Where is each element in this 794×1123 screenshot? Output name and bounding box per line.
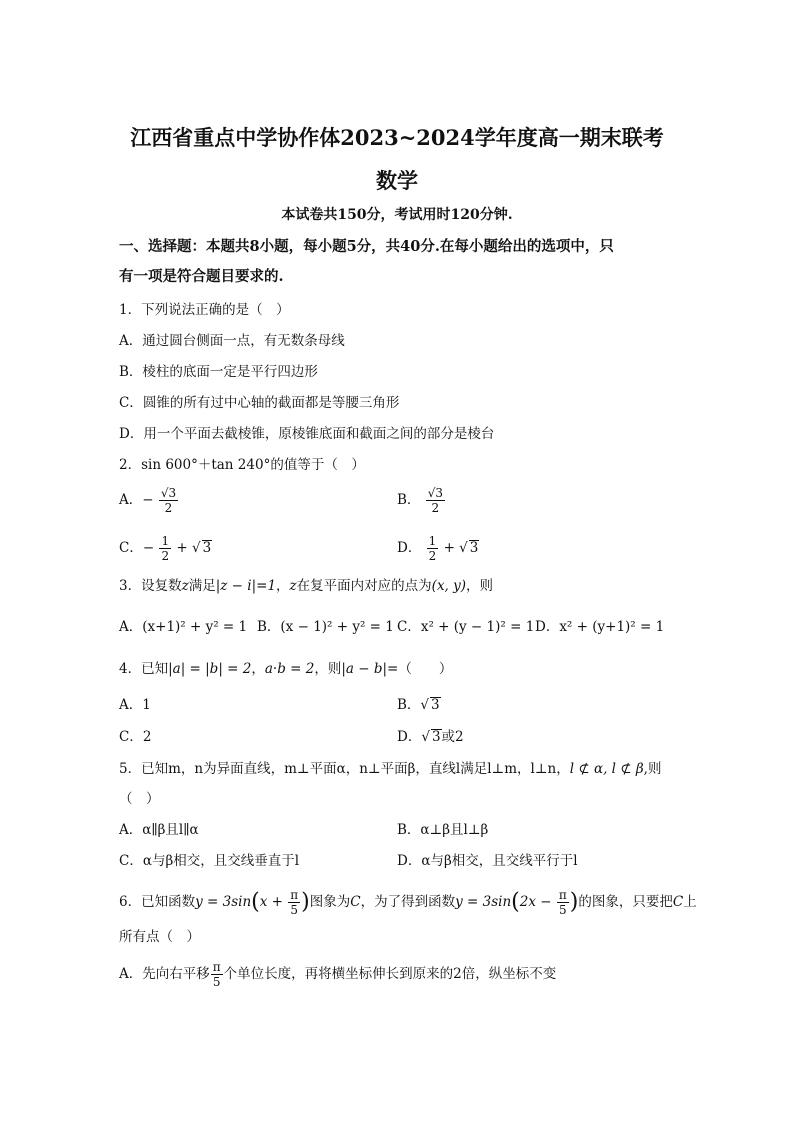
q2-b-fraction: $\frac{√3}{2}$ — [427, 486, 443, 515]
q4-option-b: B．√ 3 — [397, 697, 440, 713]
q3-option-a: A．(x+1)² + y² = 1 — [119, 619, 248, 635]
q5-stem: 5．已知m，n为异面直线，m⊥平面α，n⊥平面β，直线l满足l⊥m，l⊥n，l ⊄ α, l ⊄ β,则 — [119, 761, 662, 777]
section-heading-line1: 一、选择题：本题共8小题，每小题5分，共40分.在每小题给出的选项中，只 — [119, 238, 614, 255]
q5-paren: （ ） — [119, 791, 160, 807]
q2-d-fraction: $\frac{1}{2}$ — [428, 534, 437, 563]
q1-stem: 1．下列说法正确的是（ ） — [119, 302, 290, 318]
exam-info: 本试卷共150分，考试用时120分钟. — [281, 207, 513, 223]
q4-option-a: A．1 — [119, 697, 151, 713]
exam-subject: 数学 — [376, 168, 418, 193]
q4-option-c: C．2 — [119, 729, 152, 745]
q2-option-d: D． $\frac{1}{2}$ + √ 3 — [397, 534, 479, 563]
q1-option-c: C．圆锥的所有过中心轴的截面都是等腰三角形 — [119, 395, 400, 411]
q2-a-fraction: $\frac{√3}{2}$ — [160, 486, 177, 515]
q1-option-b: B．棱柱的底面一定是平行四边形 — [119, 364, 318, 380]
q6-option-a: A．先向右平移 $\frac{\pi}{5}$ 个单位长度，再将横坐标伸长到原来的2倍，纵坐标不变 — [119, 960, 557, 989]
q2-c-fraction: $\frac{1}{2}$ — [161, 534, 170, 563]
q2-stem: 2．sin 600°＋tan 240°的值等于（ ） — [119, 457, 365, 473]
q6-stem-line2: 所有点（ ） — [119, 929, 200, 945]
q2-option-a: A．− $\frac{√3}{2}$ — [119, 486, 177, 515]
q5-option-d: D．α与β相交，且交线平行于l — [397, 853, 578, 869]
q1-option-d: D．用一个平面去截棱锥，原棱锥底面和截面之间的部分是棱台 — [119, 426, 495, 442]
q6-a-fraction: $\frac{\pi}{5}$ — [212, 960, 221, 989]
q2-option-b: B． $\frac{√3}{2}$ — [397, 486, 443, 515]
q5-option-a: A．α∥β且l∥α — [119, 822, 199, 838]
q2-option-c: C．− $\frac{1}{2}$ + √ 3 — [119, 534, 212, 563]
q3-option-d: D．x² + (y+1)² = 1 — [535, 619, 665, 635]
q4-option-d: D．√ 3或2 — [397, 729, 464, 745]
q3-stem: 3．设复数z满足|z − i|=1，z在复平面内对应的点为(x, y)，则 — [119, 578, 494, 594]
q6-f1-fraction: $\frac{\pi}{5}$ — [290, 888, 299, 917]
q3-option-c: C．x² + (y − 1)² = 1 — [397, 619, 535, 635]
q4-stem: 4．已知|a| = |b| = 2，a·b = 2，则|a − b|=（ ） — [119, 661, 453, 677]
q5-option-b: B．α⊥β且l⊥β — [397, 822, 489, 838]
q1-option-a: A．通过圆台侧面一点，有无数条母线 — [119, 333, 345, 349]
q6-f2-fraction: $\frac{\pi}{5}$ — [558, 888, 567, 917]
q6-stem: 6．已知函数y = 3sin(x + $\frac{\pi}{5}$ )图象为C，为了得到函数y = 3sin(2x − $\frac{\pi}{5}$ )的图象，只要把C上 — [119, 888, 697, 917]
section-heading-line2: 有一项是符合题目要求的. — [119, 268, 284, 285]
exam-title: 江西省重点中学协作体2023~2024学年度高一期末联考 — [130, 125, 664, 150]
q5-option-c: C．α与β相交，且交线垂直于l — [119, 853, 300, 869]
q3-option-b: B．(x − 1)² + y² = 1 — [257, 619, 394, 635]
